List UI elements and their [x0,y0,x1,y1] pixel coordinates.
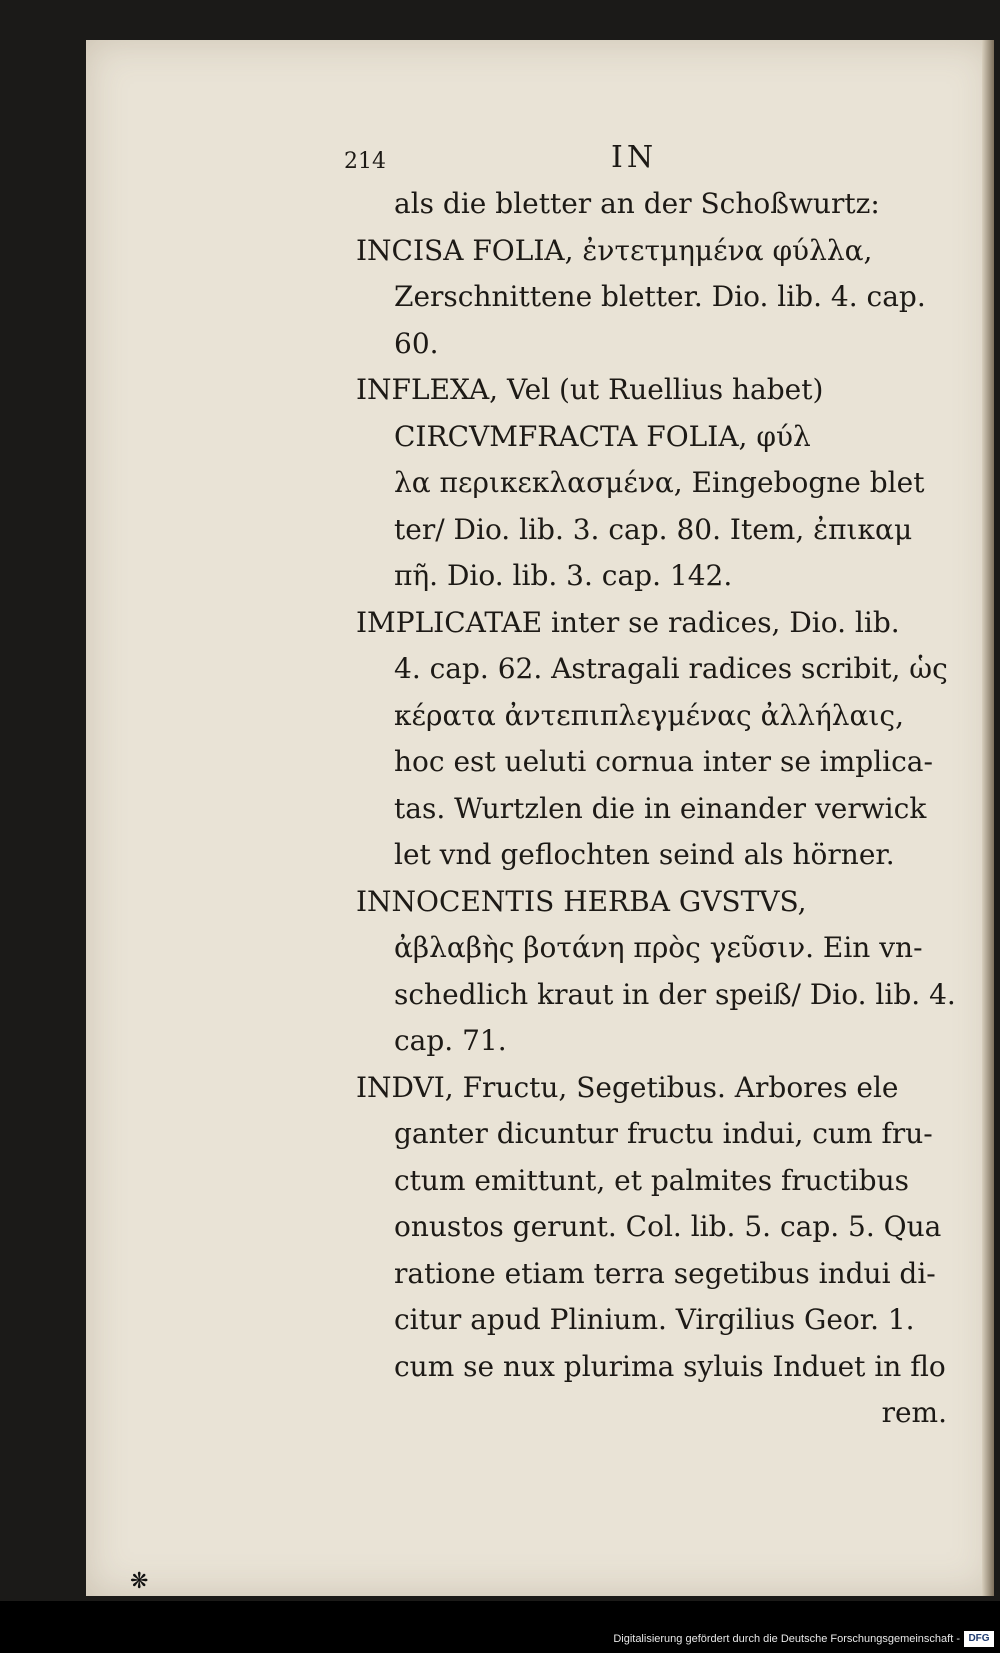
entry-headword-line: INDVI, Fructu, Segetibus. Arbores ele [356,1070,899,1104]
text-line: ctum emittunt, et palmites fructibus [394,1163,910,1197]
printer-ornament-icon: ❋ [130,1568,149,1593]
text-line: Zerschnittene bletter. Dio. lib. 4. cap. [394,280,926,313]
text-line: als die bletter an der Schoßwurtz: [394,187,880,220]
text-line: ἀβλαβὴς βοτάνη πρὸς γεῦσιν. Ein vn- [394,931,923,964]
text-line: onustos gerunt. Col. lib. 5. cap. 5. Qua [394,1210,942,1243]
text-line: let vnd geflochten seind als hörner. [394,838,895,871]
text-line: CIRCVMFRACTA FOLIA, φύλ [394,419,811,453]
entry-headword-line: INCISA FOLIA, ἐντετμημένα φύλλα, [356,233,873,267]
digitization-footer [0,1601,1000,1653]
page-number: 214 [344,149,386,174]
footer-credit: Digitalisierung gefördert durch die Deutsche Forschungsgemeinschaft - [613,1633,960,1645]
page-header [344,135,971,181]
dfg-logo-icon: DFG [964,1631,994,1647]
text-line: cap. 71. [394,1024,507,1057]
text-line: ratione etiam terra segetibus indui di- [394,1256,936,1290]
entry-headword-line: INNOCENTIS HERBA GVSTVS, [356,884,807,918]
text-line: ter/ Dio. lib. 3. cap. 80. Item, ἐπικαμ [394,512,913,546]
catchword-line: rem. [881,1396,947,1429]
text-line: κέρατα ἀντεπιπλεγμένας ἀλλήλαις, [394,698,904,732]
text-body [356,181,971,1437]
entry-headword-line: IMPLICATAE inter se radices, Dio. lib. [356,605,900,639]
text-line: 4. cap. 62. Astragali radices scribit, ὡς [394,652,948,685]
text-line: λα περικεκλασμένα, Eingebogne blet [394,466,925,499]
text-line: tas. Wurtzlen die in einander verwick [394,791,927,825]
text-line: schedlich kraut in der speiß/ Dio. lib. 4. [394,977,956,1011]
book-page [86,40,994,1596]
page-text [344,135,971,1437]
page-edge [982,40,994,1596]
text-line: citur apud Plinium. Virgilius Geor. 1. [394,1303,915,1336]
text-line: cum se nux plurima syluis Induet in flo [394,1349,946,1383]
entry-headword-line: INFLEXA, Vel (ut Ruellius habet) [356,373,824,406]
text-line: ganter dicuntur fructu indui, cum fru- [394,1117,933,1150]
text-line: 60. [394,326,439,360]
running-head: IN [611,140,658,175]
text-line: πῆ. Dio. lib. 3. cap. 142. [394,559,733,592]
text-line: hoc est ueluti cornua inter se implica- [394,745,933,778]
